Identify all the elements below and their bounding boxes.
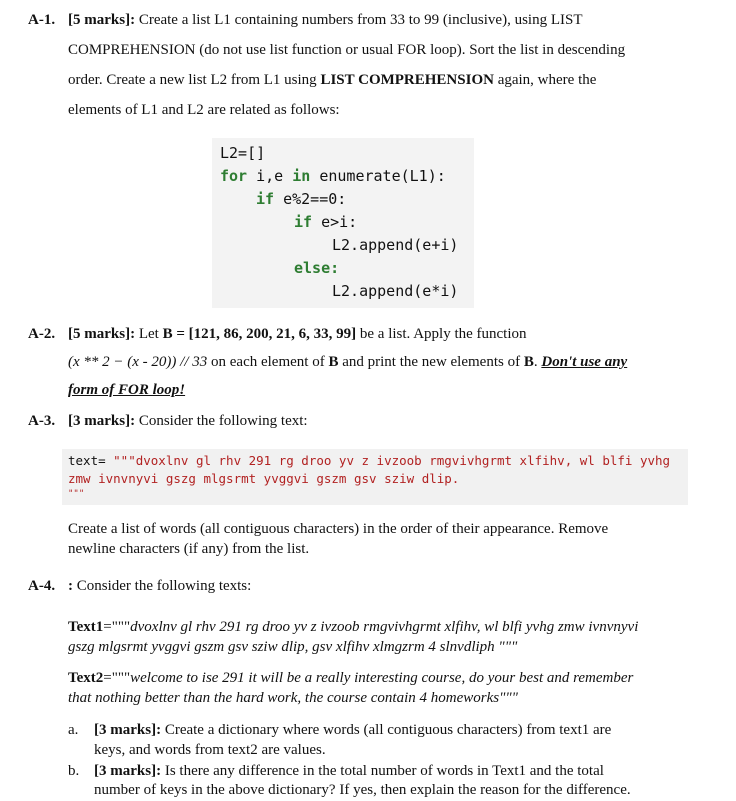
- text-bold: B = [121, 86, 200, 21, 6, 33, 99]: [162, 326, 357, 342]
- code-block: [212, 138, 474, 308]
- text: be a list. Apply the function: [356, 326, 527, 342]
- keyword: if: [294, 213, 313, 231]
- list-item-text: keys, and words from text2 are values.: [94, 742, 326, 758]
- code-line: L2.append(e*i): [332, 282, 459, 300]
- question-line: elements of L1 and L2 are related as follows:: [68, 102, 340, 118]
- warning-text: Don't use any: [541, 354, 628, 370]
- text2-line: [68, 670, 633, 687]
- code-line: L2=[]: [220, 144, 266, 162]
- code-line: [220, 167, 446, 185]
- text: and print the new elements of: [338, 354, 524, 370]
- code-text: text=: [68, 453, 114, 468]
- list-marker: a.: [68, 722, 79, 738]
- code-text: e>i:: [312, 213, 358, 231]
- warning-text: form of FOR loop!: [68, 382, 186, 398]
- formula: (x ** 2 − (x - 20)) // 33: [68, 354, 208, 370]
- text: .: [533, 354, 542, 370]
- code-text: i,e: [247, 167, 293, 185]
- text2-label: Text2: [68, 670, 104, 686]
- text: order. Create a new list L2 from L1 using: [68, 72, 321, 88]
- question-line: COMPREHENSION (do not use list function or usual FOR loop). Sort the list in descending: [68, 42, 626, 58]
- text: on each element of: [207, 354, 329, 370]
- text2-line: that nothing better than the hard work, the course contain 4 homeworks""": [68, 690, 518, 706]
- text1-line: gszg mlgsrmt yvggvi gszm gsv sziw dlip, gsv xlfihv xlmgzrm 4 slnvdliph """: [68, 639, 518, 655]
- text2-content: welcome to ise 291 it will be a really interesting course, do your best and remember: [130, 670, 634, 686]
- marks: [3 marks]:: [68, 413, 136, 429]
- code-text: enumerate(L1):: [310, 167, 446, 185]
- list-item: [68, 763, 79, 780]
- marks: :: [68, 578, 73, 594]
- question-number: A-4.: [28, 578, 56, 594]
- text1-content: dvoxlnv gl rhv 291 rg droo yv z ivzoob rmgvivhgrmt xlfihv, wl blfi yvhg zmw ivnvnyvi: [130, 619, 639, 635]
- code-line: [256, 190, 346, 208]
- marks: [5 marks]:: [68, 12, 136, 28]
- list-item-text: number of keys in the above dictionary? If yes, then explain the reason for the difference.: [94, 782, 631, 798]
- code-line: zmw ivnvnyvi gszg mlgsrmt yvggvi gszm gsv sziw dlip.: [68, 471, 460, 486]
- question-line: [68, 326, 527, 343]
- list-item: [68, 722, 78, 739]
- list-item-text: [94, 763, 604, 780]
- string-literal: """dvoxlnv gl rhv 291 rg droo yv z ivzoob rmgvivhgrmt xlfihv, wl blfi yvhg: [113, 453, 671, 468]
- text: =""": [103, 670, 131, 686]
- question-number: A-1.: [28, 12, 56, 28]
- question-line: [68, 354, 627, 371]
- text: again, where the: [493, 72, 597, 88]
- question-line: [68, 413, 308, 430]
- code-line: else:: [294, 259, 340, 277]
- question-line: Create a list of words (all contiguous characters) in the order of their appearance. Remove: [68, 521, 609, 537]
- code-text: e%2==0:: [274, 190, 347, 208]
- question-line: [68, 12, 583, 29]
- code-line: L2.append(e+i): [332, 236, 459, 254]
- text: Consider the following texts:: [73, 578, 252, 594]
- keyword: for: [220, 167, 248, 185]
- marks: [5 marks]:: [68, 326, 136, 342]
- code-line: [294, 213, 357, 231]
- question-line: [68, 72, 596, 89]
- question-number: A-3.: [28, 413, 56, 429]
- marks: [3 marks]:: [94, 763, 162, 779]
- code-block: [62, 449, 688, 505]
- text-bold: B: [523, 354, 534, 370]
- text: Create a list L1 containing numbers from 33 to 99 (inclusive), using LIST: [135, 12, 583, 28]
- text: Create a dictionary where words (all contiguous characters) from text1 are: [161, 722, 612, 738]
- list-item-text: [94, 722, 611, 739]
- text1-line: [68, 619, 638, 636]
- text: Let: [135, 326, 163, 342]
- list-marker: b.: [68, 763, 80, 779]
- text: Consider the following text:: [135, 413, 308, 429]
- question-number: A-2.: [28, 326, 56, 342]
- text-bold: LIST COMPREHENSION: [320, 72, 494, 88]
- question-line: newline characters (if any) from the list.: [68, 541, 310, 557]
- text: =""": [103, 619, 131, 635]
- keyword: if: [256, 190, 275, 208]
- code-line: """: [68, 489, 85, 499]
- text1-label: Text1: [68, 619, 104, 635]
- question-line: [68, 578, 251, 595]
- text: Is there any difference in the total number of words in Text1 and the total: [161, 763, 604, 779]
- text-bold: B: [328, 354, 339, 370]
- code-line: [68, 453, 670, 468]
- keyword: in: [292, 167, 311, 185]
- marks: [3 marks]:: [94, 722, 162, 738]
